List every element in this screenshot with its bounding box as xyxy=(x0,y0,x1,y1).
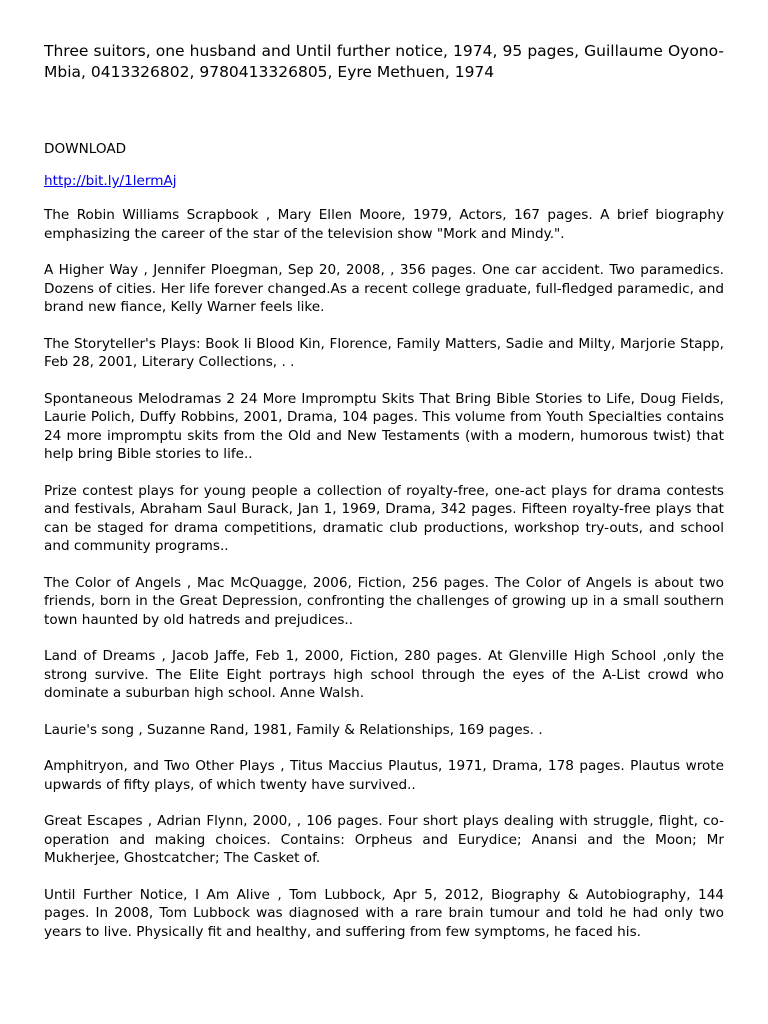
entry-paragraph: Amphitryon, and Two Other Plays , Titus Maccius Plautus, 1971, Drama, 178 pages. Plautus wrote upwards of fifty plays, of which twenty have survived.. xyxy=(44,758,724,793)
document-title: Three suitors, one husband and Until further notice, 1974, 95 pages, Guillaume Oyono-Mbia, 0413326802, 9780413326805, Eyre Methuen, 1974 xyxy=(44,42,724,81)
entry-paragraph: Laurie's song , Suzanne Rand, 1981, Family & Relationships, 169 pages. . xyxy=(44,721,543,738)
entry-paragraph: Land of Dreams , Jacob Jaffe, Feb 1, 2000, Fiction, 280 pages. At Glenville High School ,only the strong survive. The Elite Eight portrays high school through the eyes of the A-List crowd who dominate a suburban high school. Anne Walsh. xyxy=(44,648,724,701)
entry-paragraph: Prize contest plays for young people a collection of royalty-free, one-act plays for drama contests and festivals, Abraham Saul Burack, Jan 1, 1969, Drama, 342 pages. Fifteen royalty-free plays that can be staged for drama competitions, dramatic club productions, workshop try-outs, and school and community programs.. xyxy=(44,482,724,554)
entry-paragraph: Great Escapes , Adrian Flynn, 2000, , 106 pages. Four short plays dealing with struggle, flight, co-operation and making choices. Contains: Orpheus and Eurydice; Anansi and the Moon; Mr Mukherjee, Ghostcatcher; The Casket of. xyxy=(44,813,724,866)
entry-paragraph: The Color of Angels , Mac McQuagge, 2006, Fiction, 256 pages. The Color of Angels is about two friends, born in the Great Depression, confronting the challenges of growing up in a small southern town haunted by old hatreds and prejudices.. xyxy=(44,574,724,628)
entry-paragraph: Until Further Notice, I Am Alive , Tom Lubbock, Apr 5, 2012, Biography & Autobiography, 144 pages. In 2008, Tom Lubbock was diagnosed with a rare brain tumour and told he had only two years to live. Physically fit and healthy, and suffering from few symptoms, he faced his. xyxy=(44,886,724,940)
entry-paragraph: A Higher Way , Jennifer Ploegman, Sep 20, 2008, , 356 pages. One car accident. Two paramedics. Dozens of cities. Her life forever changed.As a recent college graduate, full-fledged paramedic, and brand new fiance, Kelly Warner feels like. xyxy=(44,262,724,315)
download-link[interactable]: http://bit.ly/1lermAj xyxy=(44,173,177,189)
download-label: DOWNLOAD xyxy=(44,141,127,157)
entry-list xyxy=(44,206,724,959)
entry-paragraph: The Robin Williams Scrapbook , Mary Ellen Moore, 1979, Actors, 167 pages. A brief biography emphasizing the career of the star of the television show "Mork and Mindy.". xyxy=(44,207,724,242)
entry-paragraph: The Storyteller's Plays: Book Ii Blood Kin, Florence, Family Matters, Sadie and Milty, Marjorie Stapp, Feb 28, 2001, Literary Collections, . . xyxy=(44,335,724,370)
entry-paragraph: Spontaneous Melodramas 2 24 More Impromptu Skits That Bring Bible Stories to Life, Doug Fields, Laurie Polich, Duffy Robbins, 2001, Drama, 104 pages. This volume from Youth Specialties contains 24 more impromptu skits from the Old and New Testaments (with a modern, humorous twist) that help bring Bible stories to life.. xyxy=(44,390,724,462)
